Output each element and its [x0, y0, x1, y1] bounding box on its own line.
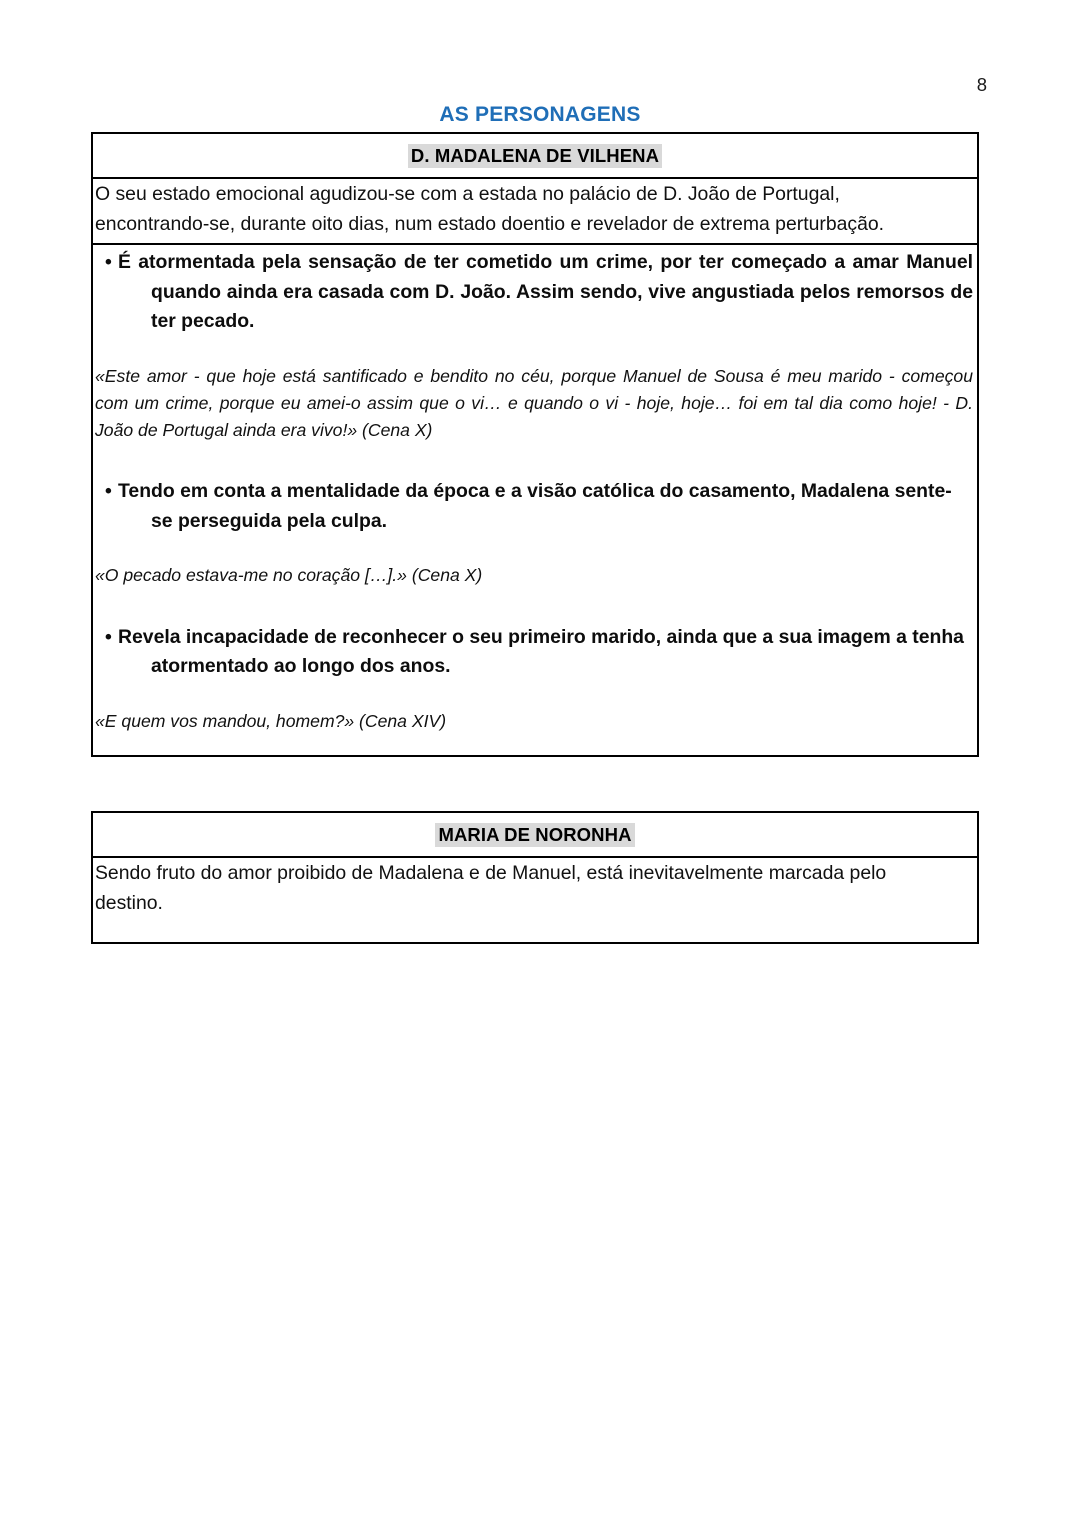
- table-row-content: [92, 244, 978, 756]
- table-row-header: [92, 812, 978, 857]
- intro-paragraph-madalena: O seu estado emocional agudizou-se com a estada no palácio de D. João de Portugal, encontrando-se, durante oito dias, num estado doentio e revelador de extrema perturbação.: [95, 183, 885, 235]
- bullet-line: [95, 477, 973, 536]
- bullet-marker-icon: •: [105, 251, 112, 274]
- spacer: [93, 444, 977, 474]
- bullet-text: É atormentada pela sensação de ter cometido um crime, por ter começado a amar Manuel quando ainda era casada com D. João. Assim sendo, vive angustiada pelos remorsos de ter pecado.: [118, 251, 973, 333]
- table-row-intro: [92, 178, 978, 244]
- character-table-noronha: [91, 811, 979, 944]
- bullet-text: Tendo em conta a mentalidade da época e a visão católica do casamento, Madalena sente-se perseguida pela culpa.: [118, 480, 952, 532]
- quote-text-3: «E quem vos mandou, homem?» (Cena XIV): [95, 710, 447, 731]
- spacer: [93, 337, 977, 363]
- table-header-inner: [93, 813, 977, 856]
- spacer: [93, 590, 977, 620]
- bullet-marker-icon: •: [105, 625, 112, 648]
- table-intro-cell: [92, 857, 978, 943]
- character-table-madalena: [91, 132, 979, 757]
- spacer: [93, 682, 977, 708]
- bullet-text: Revela incapacidade de reconhecer o seu primeiro marido, ainda que a sua imagem a tenha atormentado ao longo dos anos.: [118, 625, 964, 678]
- spacer: [93, 536, 977, 562]
- bullet-entry-3: [93, 620, 977, 682]
- bullet-entry-2: [93, 474, 977, 536]
- quote-text-2: «O pecado estava-me no coração […].» (Cena X): [95, 565, 483, 586]
- character-name-madalena: D. MADALENA DE VILHENA: [408, 144, 662, 168]
- table-row-intro: [92, 857, 978, 943]
- bullet-line: [95, 623, 973, 682]
- table-header-inner: [93, 134, 977, 177]
- character-name-noronha: MARIA DE NORONHA: [435, 823, 634, 847]
- spacer: [93, 922, 977, 942]
- table-header-cell: [92, 133, 978, 178]
- bullet-line: [95, 248, 973, 336]
- page-number: 8: [976, 74, 987, 95]
- spacer: [93, 735, 977, 755]
- quote-text-1: «Este amor - que hoje está santificado e bendito no céu, porque Manuel de Sousa é meu marido - começou com um crime, porque eu amei-o assim que o vi… e quando o vi - hoje, hoje… foi em tal dia como hoje! - D. João de Portugal ainda era vivo!» (Cena X): [95, 365, 973, 441]
- intro-paragraph-noronha: Sendo fruto do amor proibido de Madalena e de Manuel, está inevitavelmente marcada pelo destino.: [95, 862, 887, 914]
- table-row-header: [92, 133, 978, 178]
- bullet-marker-icon: •: [105, 480, 112, 503]
- table-intro-cell: [92, 178, 978, 244]
- bullet-entry-1: [93, 245, 977, 336]
- table-header-cell: [92, 812, 978, 857]
- page-title: AS PERSONAGENS: [439, 103, 641, 126]
- table-content-cell: [92, 244, 978, 756]
